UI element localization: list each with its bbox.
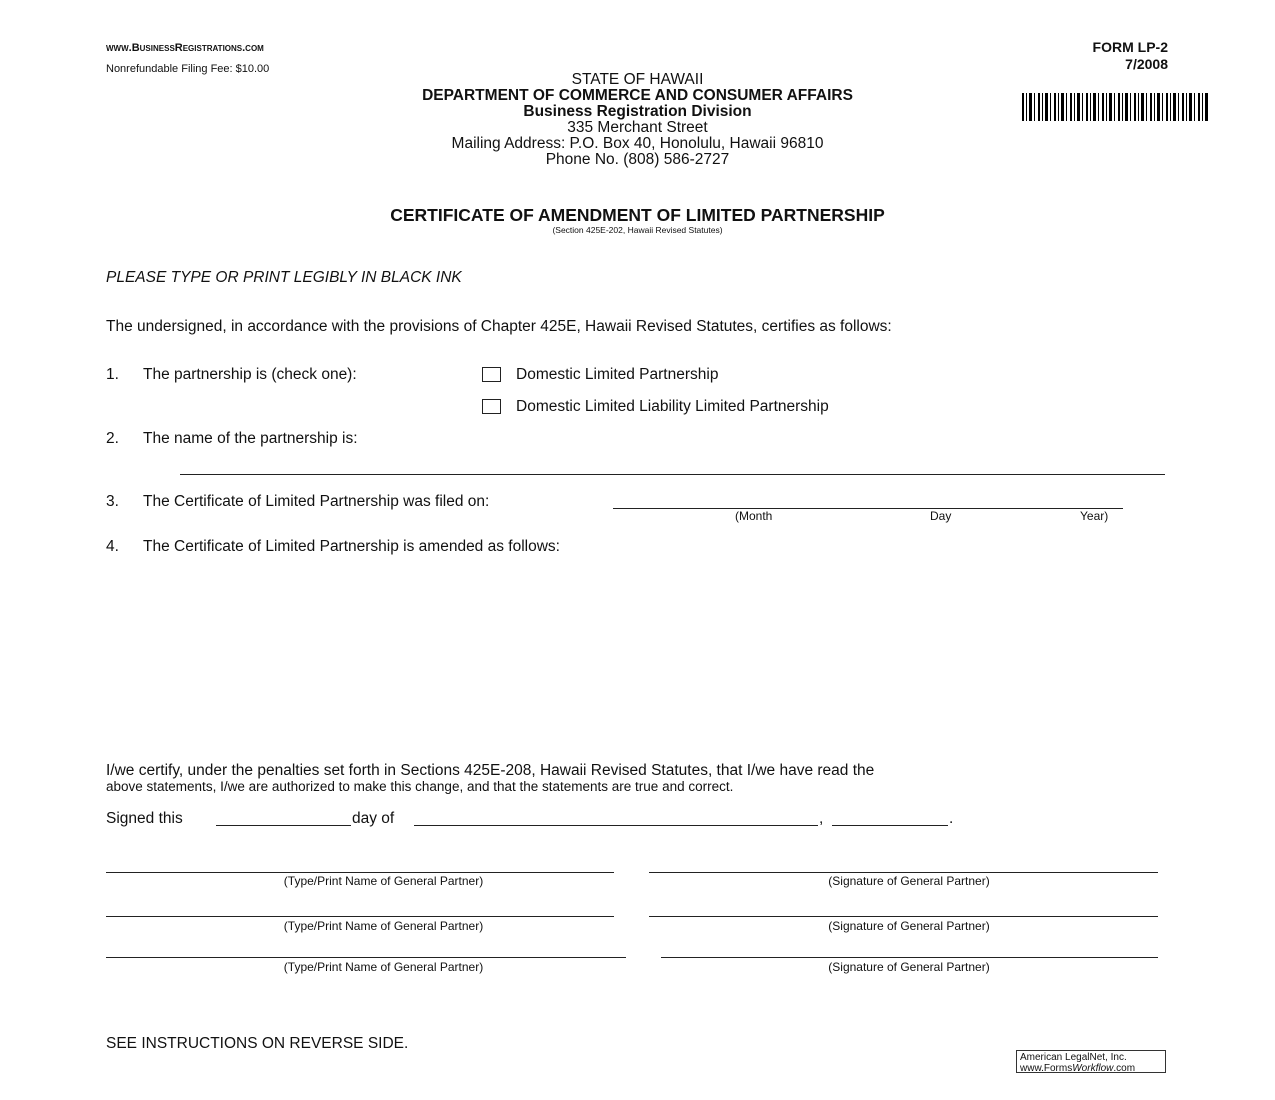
- partner-signature-label-3: (Signature of General Partner): [828, 960, 990, 974]
- item-1-text: The partnership is (check one):: [143, 366, 357, 383]
- page-title: CERTIFICATE OF AMENDMENT OF LIMITED PARTNERSHIP: [390, 205, 885, 225]
- state: STATE OF HAWAII: [571, 71, 704, 88]
- intro: The undersigned, in accordance with the provisions of Chapter 425E, Hawaii Revised Statutes, certifies as follows:: [106, 318, 892, 335]
- partner-name-label-1: (Type/Print Name of General Partner): [283, 874, 484, 888]
- partner-signature-field-2[interactable]: [649, 916, 1158, 917]
- item-4-text: The Certificate of Limited Partnership is amended as follows:: [143, 538, 560, 555]
- domestic-lp-label: Domestic Limited Partnership: [516, 366, 719, 383]
- filed-date-field[interactable]: [613, 508, 1123, 509]
- signed-month-field[interactable]: [414, 825, 818, 826]
- partner-name-field-1[interactable]: [106, 872, 614, 873]
- partner-signature-label-1: (Signature of General Partner): [828, 874, 990, 888]
- street: 335 Merchant Street: [567, 119, 708, 136]
- item-4-number: 4.: [106, 538, 119, 555]
- item-3-number: 3.: [106, 493, 119, 510]
- signed-day-field[interactable]: [216, 825, 351, 826]
- filing-fee: Nonrefundable Filing Fee: $10.00: [106, 63, 270, 75]
- division: Business Registration Division: [523, 103, 752, 120]
- form-number: FORM LP-2: [1092, 39, 1168, 55]
- day-of-label: day of: [352, 810, 395, 827]
- certify-line-2: above statements, I/we are authorized to make this change, and that the statements are true and correct.: [106, 779, 734, 794]
- url-prefix: www.Forms: [1020, 1063, 1073, 1074]
- domestic-lllp-label: Domestic Limited Liability Limited Partnership: [516, 398, 829, 415]
- month-label: (Month: [735, 509, 773, 523]
- partner-name-field-2[interactable]: [106, 916, 614, 917]
- reverse-side-note: SEE INSTRUCTIONS ON REVERSE SIDE.: [106, 1035, 409, 1052]
- partner-signature-field-3[interactable]: [661, 957, 1158, 958]
- publisher-name: American LegalNet, Inc.: [1020, 1052, 1127, 1063]
- domestic-lllp-checkbox[interactable]: [482, 399, 501, 414]
- partner-name-label-3: (Type/Print Name of General Partner): [283, 960, 484, 974]
- mailing-address: Mailing Address: P.O. Box 40, Honolulu, Hawaii 96810: [451, 135, 824, 152]
- item-2-number: 2.: [106, 430, 119, 447]
- signed-this-label: Signed this: [106, 810, 183, 827]
- website: www.BusinessRegistrations.com: [106, 42, 264, 54]
- partner-name-label-2: (Type/Print Name of General Partner): [283, 919, 484, 933]
- partner-signature-field-1[interactable]: [649, 872, 1158, 873]
- publisher-box: [1016, 1050, 1166, 1073]
- partnership-name-field[interactable]: [180, 474, 1165, 475]
- subtitle: (Section 425E-202, Hawaii Revised Statutes): [552, 225, 723, 235]
- url-italic: Workflow: [1072, 1063, 1114, 1074]
- item-3-text: The Certificate of Limited Partnership was filed on:: [143, 493, 490, 510]
- instruction: PLEASE TYPE OR PRINT LEGIBLY IN BLACK INK: [106, 269, 462, 286]
- certify-line-1: I/we certify, under the penalties set forth in Sections 425E-208, Hawaii Revised Statutes, that I/we have read the: [106, 762, 875, 779]
- amendment-text-area[interactable]: [143, 565, 1163, 745]
- signed-year-field[interactable]: [832, 825, 948, 826]
- domestic-lp-checkbox[interactable]: [482, 367, 501, 382]
- period: .: [949, 810, 954, 827]
- url-suffix: .com: [1113, 1063, 1136, 1074]
- day-label: Day: [930, 509, 952, 523]
- partner-signature-label-2: (Signature of General Partner): [828, 919, 990, 933]
- comma: ,: [819, 810, 824, 827]
- item-2-text: The name of the partnership is:: [143, 430, 358, 447]
- form-date: 7/2008: [1125, 56, 1168, 72]
- year-label: Year): [1080, 509, 1109, 523]
- phone: Phone No. (808) 586-2727: [545, 151, 730, 168]
- partner-name-field-3[interactable]: [106, 957, 626, 958]
- publisher-url: [1020, 1063, 1165, 1074]
- item-1-number: 1.: [106, 366, 119, 383]
- department: DEPARTMENT OF COMMERCE AND CONSUMER AFFAIRS: [422, 87, 853, 104]
